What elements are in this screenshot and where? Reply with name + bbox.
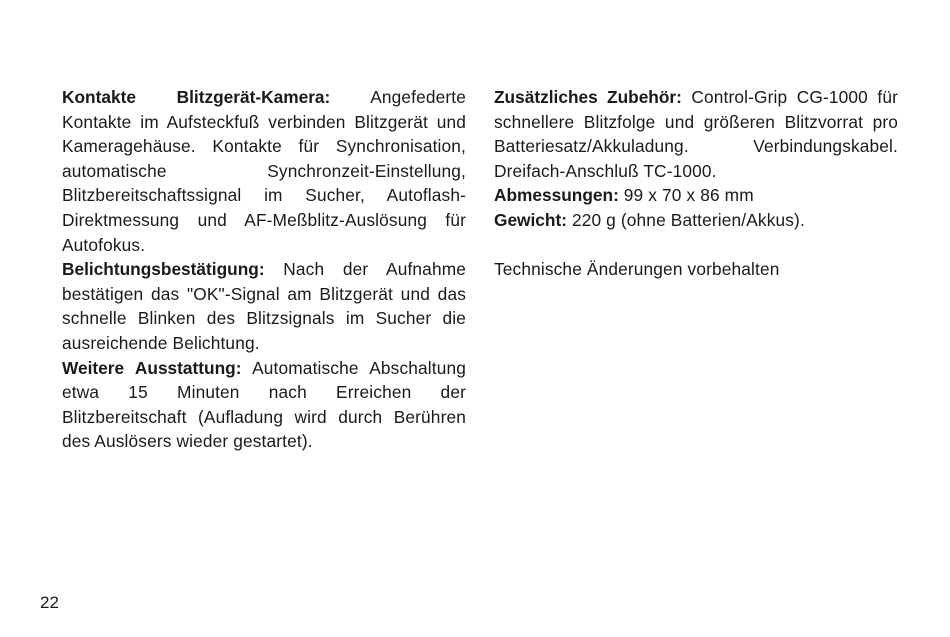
accessories-text: Control-Grip CG-1000 für schnellere Blitzfolge und größeren Blitzvorrat pro Batteriesatz/Akkuladung. Verbindungskabel. Dreifach-Anschluß TC-1000.: [494, 87, 898, 181]
dimensions-label: Abmessungen:: [494, 185, 619, 206]
contacts-text: Angefederte Kontakte im Aufsteckfuß verbinden Blitzgerät und Kameragehäuse. Kontakte für Synchronisation, automatische Synchronzeit-Einstellung, Blitzbereitschaftssignal im Sucher, Autoflash-Direktmessung und AF-Meßblitz-Auslösung für Autofokus.: [62, 87, 467, 255]
page-number: 22: [40, 593, 59, 612]
weight-label: Gewicht:: [494, 209, 567, 230]
weight-text: 220 g (ohne Batterien/Akkus).: [571, 209, 805, 230]
exposure-confirmation-paragraph: [62, 257, 466, 355]
further-equipment-text: Automatische Abschaltung etwa 15 Minuten nach Erreichen der Blitzbereitschaft (Aufladung wird durch Berühren des Auslösers wieder gestartet).: [62, 357, 467, 452]
contacts-paragraph: [62, 85, 466, 257]
exposure-confirmation-label: Belichtungsbestätigung:: [62, 259, 265, 280]
further-equipment-label: Weitere Ausstattung:: [62, 357, 242, 378]
accessories-label: Zusätzliches Zubehör:: [494, 87, 682, 107]
contacts-label: Kontakte Blitzgerät-Kamera:: [62, 87, 331, 107]
right-column: [494, 85, 898, 282]
accessories-paragraph: [494, 85, 898, 183]
dimensions-paragraph: [494, 183, 898, 208]
paragraph-spacer: [494, 233, 898, 258]
dimensions-text: 99 x 70 x 86 mm: [623, 185, 754, 206]
weight-paragraph: [494, 208, 898, 233]
technical-changes-note: Technische Änderungen vorbehalten: [494, 259, 780, 280]
left-column: [62, 85, 466, 454]
exposure-confirmation-text: Nach der Aufnahme bestätigen das "OK"-Signal am Blitzgerät und das schnelle Blinken des Blitzsignals im Sucher die ausreichende Belichtung.: [62, 259, 467, 353]
further-equipment-paragraph: [62, 356, 466, 454]
